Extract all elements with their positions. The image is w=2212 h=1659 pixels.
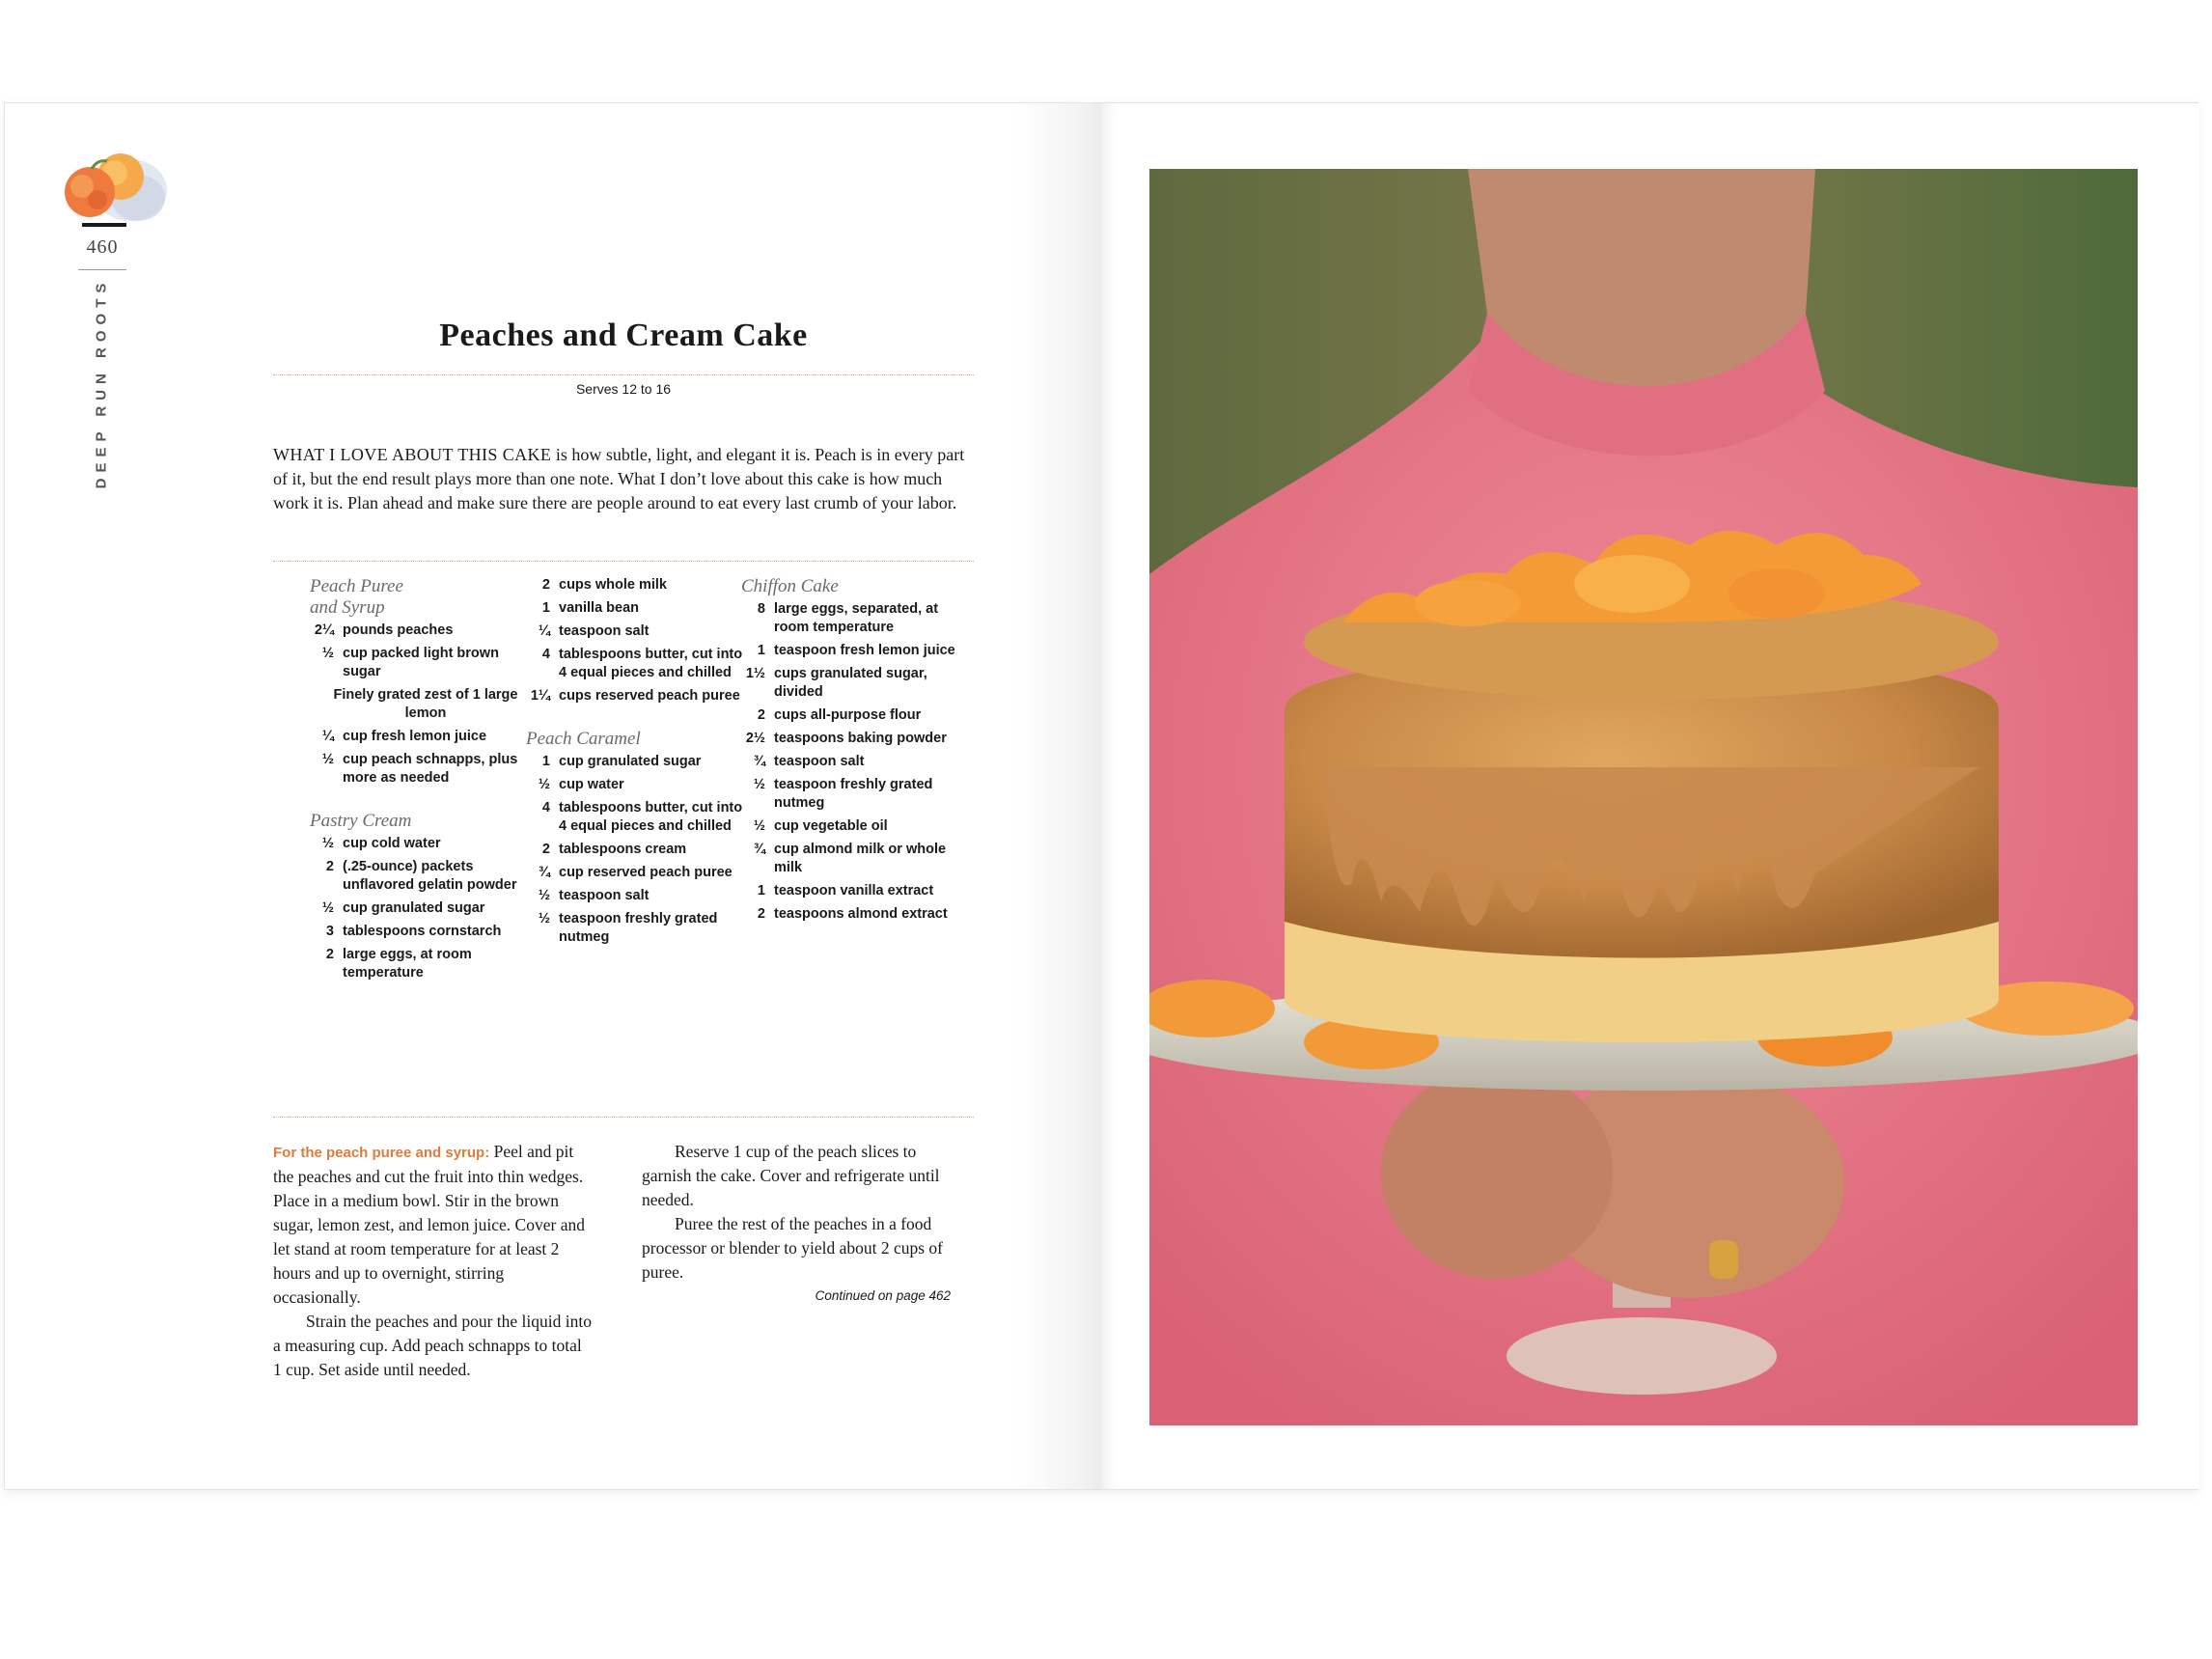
folio-divider <box>78 269 126 270</box>
ingredient-qty: ¾ <box>538 865 550 880</box>
recipe-intro <box>273 443 974 515</box>
ingredient-qty: 1 <box>757 883 765 899</box>
method-step: Reserve 1 cup of the peach slices to garnish the cake. Cover and refrigerate until needed. <box>642 1142 940 1209</box>
ingredient-item <box>310 858 532 895</box>
ingredient-qty: 1 <box>541 600 550 616</box>
ingredient-qty: ½ <box>538 911 550 926</box>
ingredient-item <box>310 923 532 941</box>
ingredient-text: cup granulated sugar <box>559 754 702 769</box>
intro-lead: WHAT I LOVE ABOUT THIS CAKE <box>273 445 552 464</box>
ingredient-text: (.25-ounce) packets unflavored gelatin powder <box>343 859 517 893</box>
ingredient-item <box>526 687 748 705</box>
ingredient-item <box>526 646 748 682</box>
ingredient-item <box>526 799 748 836</box>
ingredient-text: cups granulated sugar, divided <box>774 666 927 700</box>
ingredient-item <box>310 645 532 681</box>
ingredient-item <box>526 576 748 594</box>
ingredient-item <box>526 841 748 859</box>
ingredient-item <box>741 600 963 637</box>
ingredient-qty: ¼ <box>321 729 334 744</box>
serves-line: Serves 12 to 16 <box>575 381 672 397</box>
ingredient-item <box>310 835 532 853</box>
ingredient-text: teaspoons baking powder <box>774 731 947 746</box>
ingredient-item <box>741 665 963 702</box>
ingredient-text: teaspoon fresh lemon juice <box>774 643 955 658</box>
ingredient-qty: 1¼ <box>530 688 550 704</box>
ingredient-text: teaspoons almond extract <box>774 906 948 922</box>
ingredient-qty: ½ <box>538 888 550 903</box>
ingredient-text: cup granulated sugar <box>343 900 485 916</box>
book-gutter <box>1014 103 1111 1489</box>
ingredient-item <box>526 910 748 947</box>
book-spread <box>4 102 2198 1490</box>
ingredient-text: cup reserved peach puree <box>559 865 733 880</box>
method-step <box>273 1140 592 1310</box>
cake-photo-illustration <box>1149 169 2138 1425</box>
ingredient-item <box>526 887 748 905</box>
heading-line: Peach Puree <box>310 576 403 596</box>
folio-rule <box>82 223 126 227</box>
ingredients-column-1 <box>310 576 532 987</box>
ingredient-qty: 1 <box>757 643 765 658</box>
ingredient-qty: ½ <box>753 777 765 792</box>
ingredient-qty: 3 <box>325 924 334 939</box>
ingredient-item <box>310 899 532 918</box>
method-column-2 <box>642 1140 962 1285</box>
ingredient-text: cups whole milk <box>559 577 667 593</box>
ingredient-item <box>310 946 532 982</box>
ingredient-qty: ½ <box>321 646 334 661</box>
ingredient-qty: 2 <box>757 707 765 723</box>
ingredient-qty: 2 <box>325 947 334 962</box>
step-text: Peel and pit the peaches and cut the fruit into thin wedges. Place in a medium bowl. Stir in the brown sugar, lemon zest, and lemon juice. Cover and let stand at room temperature for at least 2 hours and up to overnight, stirring occasionally. <box>273 1142 585 1307</box>
ingredient-text: tablespoons butter, cut into 4 equal pieces and chilled <box>559 800 743 834</box>
title-rule <box>273 374 974 375</box>
ingredient-text: teaspoon salt <box>559 623 650 639</box>
ingredient-text: cups reserved peach puree <box>559 688 740 704</box>
ingredient-qty: ½ <box>321 752 334 767</box>
peach-icon <box>47 144 171 231</box>
ingredient-text: cup water <box>559 777 624 792</box>
ingredient-text: Finely grated zest of 1 large lemon <box>333 687 518 721</box>
ingredient-item <box>526 864 748 882</box>
ingredient-qty: 2¼ <box>314 622 334 638</box>
ingredient-qty: 4 <box>541 647 550 662</box>
right-page <box>1101 103 2199 1489</box>
ingredient-item <box>741 817 963 836</box>
continued-note: Continued on page 462 <box>815 1288 951 1303</box>
ingredient-item <box>310 728 532 746</box>
ingredient-text: cup vegetable oil <box>774 818 888 834</box>
recipe-title: Peaches and Cream Cake <box>439 318 808 353</box>
ingredient-group-heading <box>310 576 532 619</box>
ingredients-rule <box>273 1117 974 1118</box>
ingredient-qty: ¾ <box>753 842 765 857</box>
ingredient-item <box>741 706 963 725</box>
ingredient-text: pounds peaches <box>343 622 454 638</box>
ingredient-qty: 2 <box>541 577 550 593</box>
ingredients-column-3 <box>741 576 963 928</box>
ingredient-qty: ½ <box>538 777 550 792</box>
ingredient-item <box>310 751 532 788</box>
ingredient-item <box>741 642 963 660</box>
ingredient-text: cups all-purpose flour <box>774 707 922 723</box>
ingredient-qty: 1½ <box>745 666 765 681</box>
ingredient-item <box>310 622 532 640</box>
ingredient-text: vanilla bean <box>559 600 640 616</box>
method-step: Puree the rest of the peaches in a food processor or blender to yield about 2 cups of puree. <box>642 1214 944 1282</box>
ingredient-item <box>741 730 963 748</box>
ingredient-item <box>526 753 748 771</box>
ingredient-text: cup fresh lemon juice <box>343 729 487 744</box>
step-label: For the peach puree and syrup: <box>273 1145 490 1161</box>
running-head: DEEP RUN ROOTS <box>93 277 110 489</box>
ingredient-text: teaspoon vanilla extract <box>774 883 934 899</box>
ingredient-qty: 2 <box>757 906 765 922</box>
ingredient-qty: 4 <box>541 800 550 816</box>
intro-text: is how subtle, light, and elegant it is. Peach is in every part of it, but the end result plays more than one note. What I don’t love about this cake is how much work it is. Plan ahead and make sure there are people around to eat every last crumb of your labor. <box>273 445 965 512</box>
method-step: Strain the peaches and pour the liquid into a measuring cup. Add peach schnapps to total 1 cup. Set aside until needed. <box>273 1312 592 1379</box>
ingredient-text: cup almond milk or whole milk <box>774 842 947 875</box>
page-number: 460 <box>86 236 119 258</box>
ingredient-group-heading: Pastry Cream <box>310 811 412 831</box>
ingredient-item <box>526 622 748 641</box>
ingredient-qty: ¾ <box>753 754 765 769</box>
ingredients-column-2 <box>526 576 748 952</box>
ingredient-item <box>526 776 748 794</box>
ingredient-text: large eggs, at room temperature <box>343 947 472 981</box>
ingredient-text: teaspoon salt <box>774 754 865 769</box>
ingredient-qty: 8 <box>757 601 765 617</box>
ingredient-item <box>741 776 963 813</box>
ingredient-text: tablespoons cornstarch <box>343 924 502 939</box>
method-column-1 <box>273 1140 592 1382</box>
ingredient-item <box>741 882 963 900</box>
ingredient-text: teaspoon freshly grated nutmeg <box>559 911 718 945</box>
ingredient-qty: ½ <box>321 836 334 851</box>
ingredient-item <box>741 753 963 771</box>
ingredient-text: teaspoon freshly grated nutmeg <box>774 777 933 811</box>
ingredient-text: large eggs, separated, at room temperature <box>774 601 939 635</box>
ingredient-qty: 1 <box>541 754 550 769</box>
ingredient-item <box>741 841 963 877</box>
ingredient-text: tablespoons butter, cut into 4 equal pieces and chilled <box>559 647 743 680</box>
ingredient-qty: 2 <box>541 842 550 857</box>
ingredient-text: tablespoons cream <box>559 842 687 857</box>
ingredient-text: cup peach schnapps, plus more as needed <box>343 752 518 786</box>
ingredient-text: cup packed light brown sugar <box>343 646 499 679</box>
ingredient-item <box>526 599 748 618</box>
ingredient-item <box>741 905 963 924</box>
heading-line: and Syrup <box>310 597 385 618</box>
ingredient-qty: 2 <box>325 859 334 874</box>
left-page <box>5 103 1101 1489</box>
ingredient-item <box>310 686 532 723</box>
ingredient-qty: ½ <box>753 818 765 834</box>
ingredient-qty: 2½ <box>745 731 765 746</box>
ingredient-group-heading: Chiffon Cake <box>741 576 839 596</box>
ingredient-text: teaspoon salt <box>559 888 650 903</box>
ingredient-text: cup cold water <box>343 836 441 851</box>
cake-photo <box>1149 169 2138 1425</box>
ingredient-qty: ¼ <box>538 623 550 639</box>
ingredient-group-heading: Peach Caramel <box>526 729 641 749</box>
intro-rule <box>273 561 974 562</box>
ingredient-qty: ½ <box>321 900 334 916</box>
